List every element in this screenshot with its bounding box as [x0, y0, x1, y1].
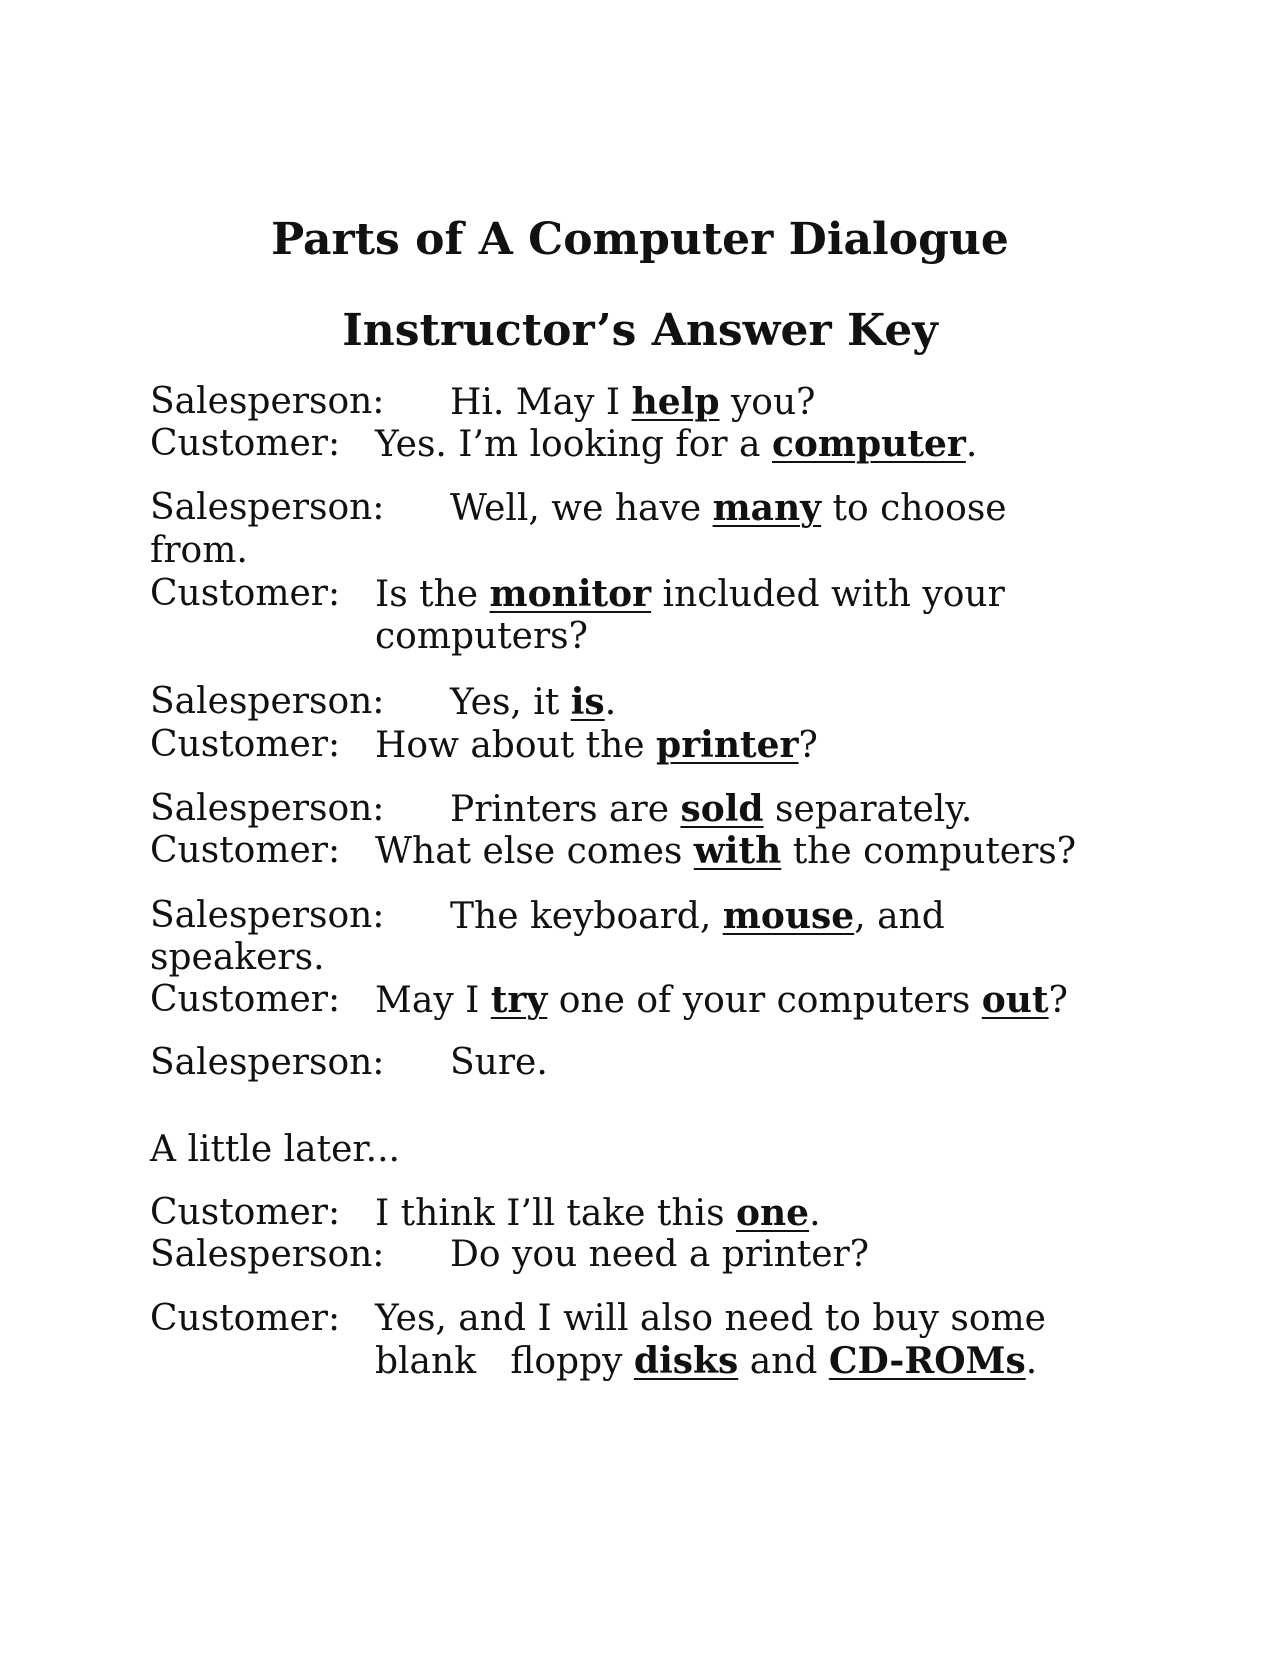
speaker-label: Salesperson:: [150, 788, 385, 829]
answer-word: is: [570, 681, 605, 723]
line-text: from.: [150, 530, 248, 571]
speaker-label: Salesperson:: [150, 681, 385, 722]
answer-word: disks: [633, 1340, 739, 1382]
answer-word: sold: [680, 788, 764, 830]
answer-word: out: [981, 979, 1049, 1021]
answer-word: try: [490, 979, 548, 1021]
document-subtitle: Instructor’s Answer Key: [342, 305, 938, 356]
line-text: A little later...: [150, 1129, 400, 1170]
speaker-label: Customer:: [150, 1298, 341, 1339]
speaker-label: Customer:: [150, 423, 341, 464]
line-text: Printers are sold separately.: [450, 788, 973, 830]
line-text: Is the monitor included with your: [375, 573, 1005, 615]
line-text: Yes. I’m looking for a computer.: [375, 423, 978, 465]
line-text: computers?: [375, 616, 588, 657]
line-text: Sure.: [450, 1042, 548, 1083]
document-title: Parts of A Computer Dialogue: [271, 214, 1009, 265]
speaker-label: Salesperson:: [150, 1234, 385, 1275]
line-text: I think I’ll take this one.: [375, 1192, 821, 1234]
line-text: The keyboard, mouse, and: [450, 895, 945, 937]
line-text: blank floppy disks and CD-ROMs.: [375, 1340, 1038, 1382]
answer-word: help: [631, 381, 720, 423]
speaker-label: Salesperson:: [150, 895, 385, 936]
line-text: How about the printer?: [375, 724, 818, 766]
line-text: Well, we have many to choose: [450, 487, 1007, 529]
line-text: Hi. May I help you?: [450, 381, 816, 423]
answer-word: printer: [656, 724, 799, 766]
line-text: Yes, it is.: [450, 681, 617, 723]
answer-word: one: [735, 1192, 810, 1234]
answer-word: many: [712, 487, 822, 529]
answer-word: CD-ROMs: [828, 1340, 1026, 1382]
line-text: Yes, and I will also need to buy some: [375, 1298, 1046, 1339]
speaker-label: Customer:: [150, 979, 341, 1020]
answer-word: computer: [771, 423, 966, 465]
line-text: Do you need a printer?: [450, 1234, 870, 1275]
answer-word: mouse: [722, 895, 855, 937]
line-text: speakers.: [150, 937, 325, 978]
line-text: What else comes with the computers?: [375, 830, 1077, 872]
line-text: May I try one of your computers out?: [375, 979, 1068, 1021]
speaker-label: Salesperson:: [150, 487, 385, 528]
speaker-label: Customer:: [150, 830, 341, 871]
answer-word: with: [693, 830, 782, 872]
speaker-label: Customer:: [150, 573, 341, 614]
speaker-label: Customer:: [150, 1192, 341, 1233]
speaker-label: Customer:: [150, 724, 341, 765]
speaker-label: Salesperson:: [150, 381, 385, 422]
speaker-label: Salesperson:: [150, 1042, 385, 1083]
answer-word: monitor: [489, 573, 652, 615]
